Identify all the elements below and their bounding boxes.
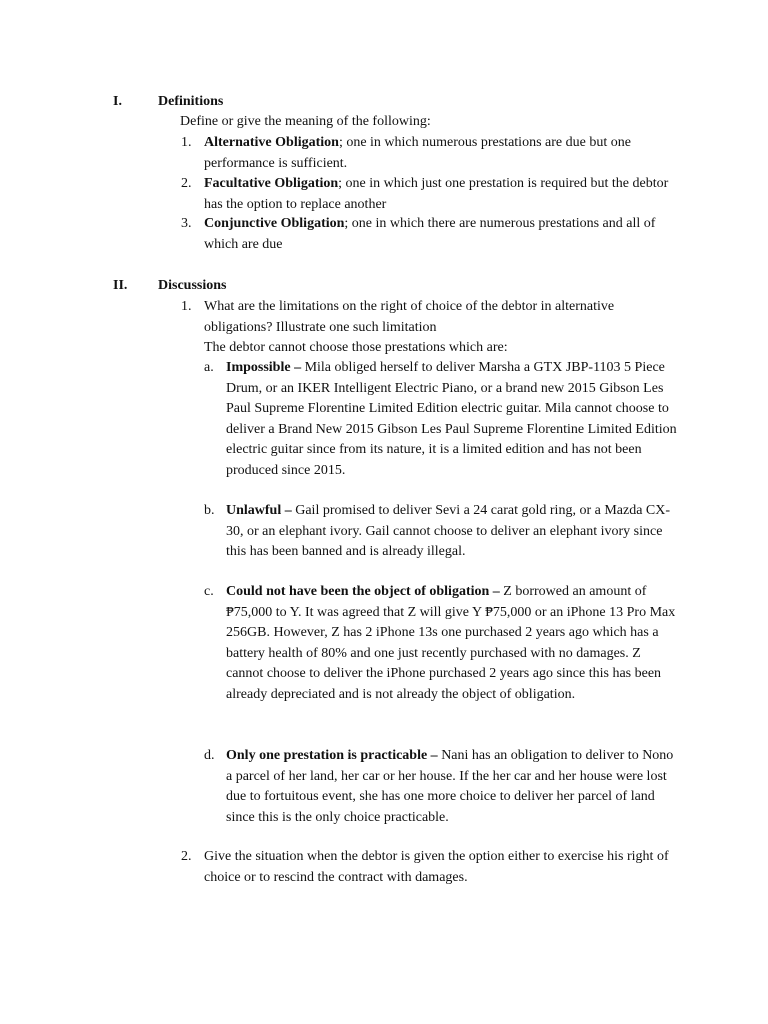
list-letter: a.	[204, 360, 214, 375]
definition-term: Alternative Obligation	[204, 135, 339, 150]
list-number: 1.	[181, 299, 192, 314]
section-number: I.	[113, 94, 122, 109]
limitation-text: Gail promised to deliver Sevi a 24 carat gold ring, or a Mazda CX-30, or an elephant ivory. Gail cannot choose to deliver an elephant ivory since this has been banned and is already illegal.	[226, 503, 671, 559]
section-title: Definitions	[158, 94, 224, 109]
definition-body	[204, 133, 674, 174]
limitation-text: Nani has an obligation to deliver to Nono a parcel of her land, her car or her house. If the her car and her house were lost due to fortuitous event, she has one more choice to deliver her parcel of land since this is the only choice practicable.	[226, 748, 674, 825]
limitation-text: Mila obliged herself to deliver Marsha a GTX JBP-1103 5 Piece Drum, or an IKER Intelligent Electric Piano, or a brand new 2015 Gibson Les Paul Supreme Florentine Limited Edition electric guitar. Mila cannot choose to deliver a Brand New 2015 Gibson Les Paul Supreme Florentine Limited Edition electric guitar since from its nature, it is a limited edition and has not been produced since 2015.	[226, 360, 677, 478]
definition-body	[204, 174, 674, 215]
limitation-term: Impossible –	[226, 360, 302, 375]
list-letter: b.	[204, 503, 215, 518]
list-letter: d.	[204, 748, 215, 763]
definition-term: Conjunctive Obligation	[204, 216, 345, 231]
limitation-term: Could not have been the object of obligation –	[226, 584, 500, 599]
list-number: 2.	[181, 176, 192, 191]
definition-body	[204, 214, 674, 255]
intro-text: Define or give the meaning of the following:	[180, 114, 431, 129]
question-text: Give the situation when the debtor is given the option either to exercise his right of choice or to rescind the contract with damages.	[204, 849, 669, 885]
list-number: 1.	[181, 135, 192, 150]
list-number: 2.	[181, 849, 192, 864]
definition-term: Facultative Obligation	[204, 176, 339, 191]
limitation-term: Only one prestation is practicable –	[226, 748, 438, 763]
limitation-body	[226, 501, 678, 563]
list-number: 3.	[181, 216, 192, 231]
section-title: Discussions	[158, 278, 227, 293]
section-number: II.	[113, 278, 128, 293]
list-letter: c.	[204, 584, 214, 599]
definition-text: ; one in which numerous prestations are due but one performance is sufficient.	[204, 135, 631, 171]
limitation-term: Unlawful –	[226, 503, 292, 518]
limitation-body	[226, 746, 678, 828]
limitation-body	[226, 582, 678, 705]
limitation-text: Z borrowed an amount of ₱75,000 to Y. It was agreed that Z will give Y ₱75,000 or an iPhone 13 Pro Max 256GB. However, Z has 2 iPhone 13s one purchased 2 years ago which has a battery health of 80% and one just recently purchased with no damages. Z cannot choose to deliver the iPhone purchased 2 years ago since this has been already depreciated and is not already the object of obligation.	[226, 584, 676, 702]
question-text: What are the limitations on the right of choice of the debtor in alternative obligations? Illustrate one such limitation	[204, 299, 615, 335]
lead-text: The debtor cannot choose those prestations which are:	[204, 340, 508, 355]
definition-text: ; one in which just one prestation is required but the debtor has the option to replace another	[204, 176, 669, 212]
definition-text: ; one in which there are numerous prestations and all of which are due	[204, 216, 656, 252]
limitation-body	[226, 358, 678, 481]
